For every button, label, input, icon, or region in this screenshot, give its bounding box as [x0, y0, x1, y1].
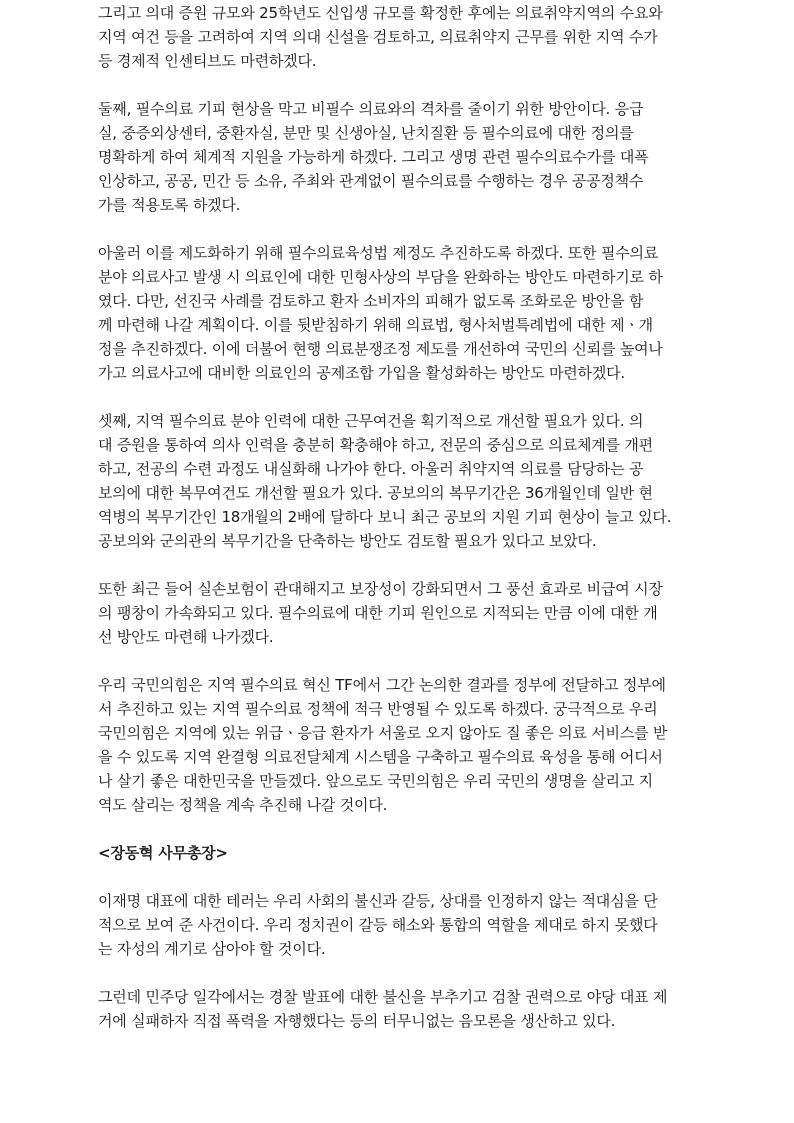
text-line: 는 자성의 계기로 삼아야 할 것이다.	[98, 940, 326, 958]
document-body	[98, 0, 698, 1033]
paragraph-spacer	[98, 649, 698, 673]
paragraph-spacer	[98, 961, 698, 985]
paragraph	[98, 409, 698, 553]
text-line: 실, 중증외상센터, 중환자실, 분만 및 신생아실, 난치질환 등 필수의료에 대한 정의를	[98, 124, 634, 142]
text-line: <장동혁 사무총장>	[98, 844, 228, 862]
text-line: 둘째, 필수의료 기피 현상을 막고 비필수 의료와의 격차를 줄이기 위한 방안이다. 응급	[98, 100, 644, 118]
text-line: 또한 최근 들어 실손보험이 관대해지고 보장성이 강화되면서 그 풍선 효과로 비급여 시장	[98, 580, 663, 598]
text-line: 그런데 민주당 일각에서는 경찰 발표에 대한 불신을 부추기고 검찰 권력으로 야당 대표 제	[98, 988, 668, 1006]
paragraph-spacer	[98, 553, 698, 577]
text-line: 가고 의료사고에 대비한 의료인의 공제조합 가입을 활성화하는 방안도 마련하겠다.	[98, 364, 625, 382]
section-heading	[98, 841, 698, 865]
text-line: 께 마련해 나갈 계획이다. 이를 뒷받침하기 위해 의료법, 형사처벌특례법에 대한 제ㆍ개	[98, 316, 653, 334]
text-line: 역병의 복무기간인 18개월의 2배에 달하다 보니 최근 공보의 지원 기피 현상이 늘고 있다.	[98, 508, 672, 526]
paragraph-spacer	[98, 817, 698, 841]
text-line: 지역 여건 등을 고려하여 지역 의대 신설을 검토하고, 의료취약지 근무를 위한 지역 수가	[98, 28, 658, 46]
text-line: 선 방안도 마련해 나가겠다.	[98, 628, 274, 646]
paragraph	[98, 577, 698, 649]
paragraph	[98, 1, 698, 73]
text-line: 그리고 의대 증원 규모와 25학년도 신입생 규모를 확정한 후에는 의료취약지역의 수요와	[98, 4, 663, 22]
text-line: 이재명 대표에 대한 테러는 우리 사회의 불신과 갈등, 상대를 인정하지 않는 적대심을 단	[98, 892, 658, 910]
paragraph	[98, 241, 698, 385]
text-line: 등 경제적 인센티브도 마련하겠다.	[98, 52, 317, 70]
paragraph	[98, 97, 698, 217]
text-line: 나 살기 좋은 대한민국을 만들겠다. 앞으로도 국민의힘은 우리 국민의 생명을 살리고 지	[98, 772, 653, 790]
text-line: 보의에 대한 복무여건도 개선할 필요가 있다. 공보의의 복무기간은 36개월인데 일반 현	[98, 484, 653, 502]
paragraph-spacer	[98, 73, 698, 97]
text-line: 셋째, 지역 필수의료 분야 인력에 대한 근무여건을 획기적으로 개선할 필요가 있다. 의	[98, 412, 644, 430]
text-line: 을 수 있도록 지역 완결형 의료전달체계 시스템을 구축하고 필수의료 육성을 통해 어디서	[98, 748, 663, 766]
text-line: 였다. 다만, 선진국 사례를 검토하고 환자 소비자의 피해가 없도록 조화로운 방안을 함	[98, 292, 644, 310]
text-line: 하고, 전공의 수련 과정도 내실화해 나가야 한다. 아울러 취약지역 의료를 담당하는 공	[98, 460, 644, 478]
paragraph	[98, 985, 698, 1033]
paragraph-spacer	[98, 217, 698, 241]
text-line: 아울러 이를 제도화하기 위해 필수의료육성법 제정도 추진하도록 하겠다. 또한 필수의료	[98, 244, 659, 262]
text-line: 공보의와 군의관의 복무기간을 단축하는 방안도 검토할 필요가 있다고 보았다.	[98, 532, 597, 550]
text-line: 인상하고, 공공, 민간 등 소유, 주최와 관계없이 필수의료를 수행하는 경우 공공정책수	[98, 172, 644, 190]
paragraph-spacer	[98, 865, 698, 889]
paragraph	[98, 673, 698, 817]
text-line: 우리 국민의힘은 지역 필수의료 혁신 TF에서 그간 논의한 결과를 정부에 전달하고 정부에	[98, 676, 666, 694]
text-line: 적으로 보여 준 사건이다. 우리 정치권이 갈등 해소와 통합의 역할을 제대로 하지 못했다	[98, 916, 658, 934]
paragraph	[98, 889, 698, 961]
text-line: 국민의힘은 지역에 있는 위급ㆍ응급 환자가 서울로 오지 않아도 질 좋은 의료 서비스를 받	[98, 724, 668, 742]
text-line: 의 팽창이 가속화되고 있다. 필수의료에 대한 기피 원인으로 지적되는 만큼 이에 대한 개	[98, 604, 658, 622]
text-line: 분야 의료사고 발생 시 의료인에 대한 민형사상의 부담을 완화하는 방안도 마련하기로 하	[98, 268, 663, 286]
text-line: 가를 적용토록 하겠다.	[98, 196, 241, 214]
text-line: 명확하게 하여 체계적 지원을 가능하게 하겠다. 그리고 생명 관련 필수의료수가를 대폭	[98, 148, 649, 166]
text-line: 서 추진하고 있는 지역 필수의료 정책에 적극 반영될 수 있도록 하겠다. 궁극적으로 우리	[98, 700, 658, 718]
text-line: 거에 실패하자 직접 폭력을 자행했다는 등의 터무니없는 음모론을 생산하고 있다.	[98, 1012, 616, 1030]
text-line: 역도 살리는 정책을 계속 추진해 나갈 것이다.	[98, 796, 388, 814]
text-line: 정을 추진하겠다. 이에 더불어 현행 의료분쟁조정 제도를 개선하여 국민의 신뢰를 높여나	[98, 340, 663, 358]
text-line: 대 증원을 통하여 의사 인력을 충분히 확충해야 하고, 전문의 중심으로 의료체계를 개편	[98, 436, 653, 454]
paragraph-spacer	[98, 385, 698, 409]
